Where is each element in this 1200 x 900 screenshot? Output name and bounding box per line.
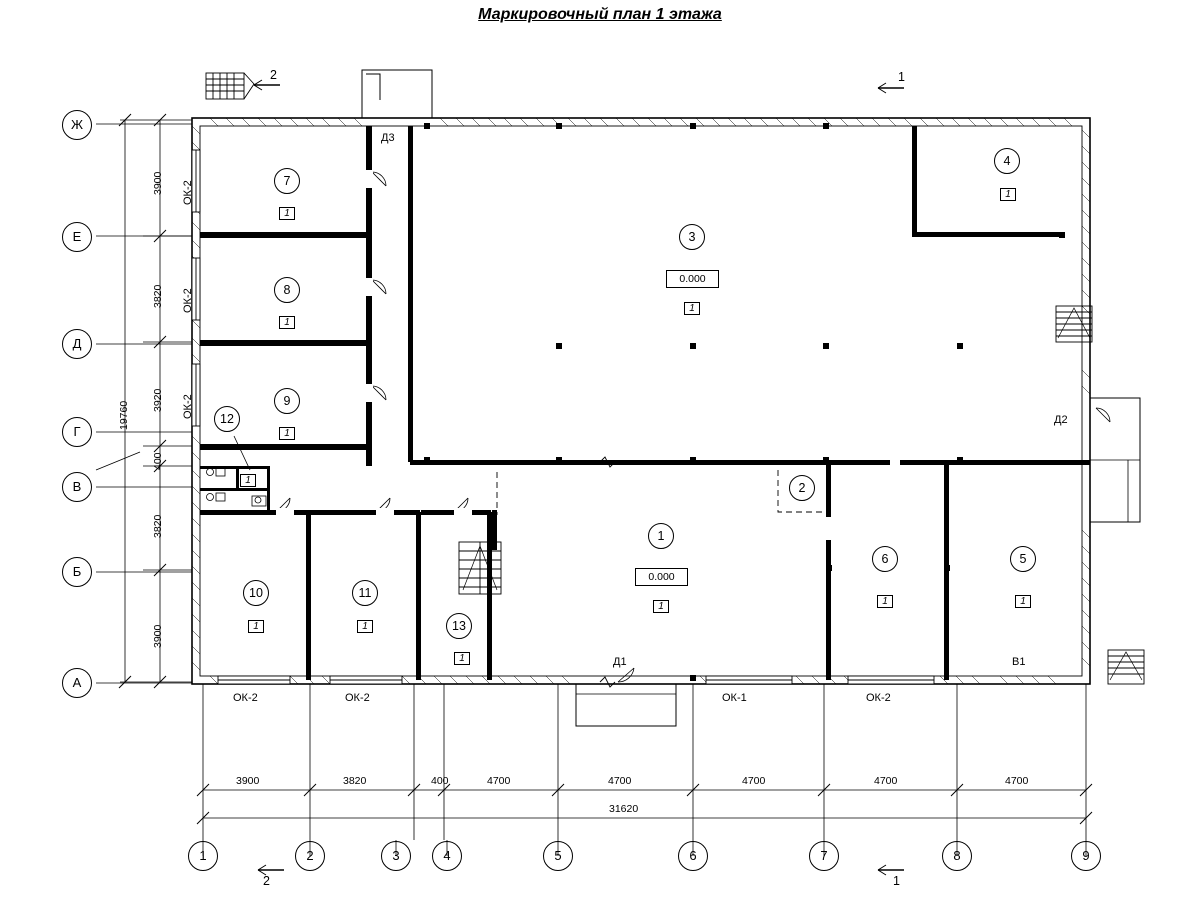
axis-circle-1: 1: [188, 841, 218, 871]
door-label-v1: В1: [1012, 656, 1026, 668]
axis-circle-4: 4: [432, 841, 462, 871]
section-mark-label-2-bottom: 2: [263, 874, 270, 888]
room-mark-8: 1: [279, 316, 295, 329]
room-number-8: 8: [274, 277, 300, 303]
axis-circle-2: 2: [295, 841, 325, 871]
dim-horizontal-4700-c: 4700: [742, 775, 766, 787]
room-mark-5: 1: [1015, 595, 1031, 608]
dim-horizontal-400: 400: [431, 775, 449, 787]
axis-circle-zh: Ж: [62, 110, 92, 140]
room-mark-10: 1: [248, 620, 264, 633]
door-label-d2: Д2: [1054, 414, 1068, 426]
room-mark-9: 1: [279, 427, 295, 440]
dim-horizontal-4700-d: 4700: [874, 775, 898, 787]
window-label-ok2-bottom-3: ОК-2: [866, 692, 891, 704]
window-label-ok2-left-1: ОК-2: [182, 180, 194, 205]
room-mark-1: 1: [653, 600, 669, 613]
room-mark-4: 1: [1000, 188, 1016, 201]
dim-horizontal-3820: 3820: [343, 775, 367, 787]
room-mark-13: 1: [454, 652, 470, 665]
room-number-6: 6: [872, 546, 898, 572]
page-title: Маркировочный план 1 этажа: [478, 6, 722, 23]
room-mark-7: 1: [279, 207, 295, 220]
room-mark-3: 1: [684, 302, 700, 315]
window-label-ok2-bottom-2: ОК-2: [345, 692, 370, 704]
axis-circle-v: В: [62, 472, 92, 502]
room-number-13: 13: [446, 613, 472, 639]
room-number-12: 12: [214, 406, 240, 432]
dim-horizontal-4700-e: 4700: [1005, 775, 1029, 787]
dim-vertical-total: 19760: [118, 400, 130, 430]
dim-vertical-3900-top: 3900: [152, 171, 164, 195]
axis-circle-e: Е: [62, 222, 92, 252]
axis-circle-9: 9: [1071, 841, 1101, 871]
room-number-10: 10: [243, 580, 269, 606]
dim-vertical-3820-lower: 3820: [152, 514, 164, 538]
room-mark-11: 1: [357, 620, 373, 633]
room-elevation-1: 0.000: [635, 568, 688, 586]
axis-circle-5: 5: [543, 841, 573, 871]
section-mark-label-2-top: 2: [270, 68, 277, 82]
dim-vertical-3820-upper: 3820: [152, 284, 164, 308]
room-number-4: 4: [994, 148, 1020, 174]
window-label-ok1-bottom: ОК-1: [722, 692, 747, 704]
room-number-9: 9: [274, 388, 300, 414]
axis-circle-d: Д: [62, 329, 92, 359]
axis-circle-8: 8: [942, 841, 972, 871]
dim-horizontal-3900: 3900: [236, 775, 260, 787]
room-number-3: 3: [679, 224, 705, 250]
room-number-2: 2: [789, 475, 815, 501]
window-label-ok2-bottom-1: ОК-2: [233, 692, 258, 704]
room-number-5: 5: [1010, 546, 1036, 572]
room-number-1: 1: [648, 523, 674, 549]
axis-circle-7: 7: [809, 841, 839, 871]
room-number-7: 7: [274, 168, 300, 194]
window-label-ok2-left-3: ОК-2: [182, 394, 194, 419]
dim-horizontal-4700-b: 4700: [608, 775, 632, 787]
axis-circle-g: Г: [62, 417, 92, 447]
dim-horizontal-total: 31620: [609, 803, 639, 815]
axis-circle-3: 3: [381, 841, 411, 871]
window-label-ok2-left-2: ОК-2: [182, 288, 194, 313]
door-label-d1: Д1: [613, 656, 627, 668]
room-number-11: 11: [352, 580, 378, 606]
room-mark-6: 1: [877, 595, 893, 608]
room-elevation-3: 0.000: [666, 270, 719, 288]
dim-vertical-3920: 3920: [152, 388, 164, 412]
dim-horizontal-4700-a: 4700: [487, 775, 511, 787]
door-label-d3: Д3: [381, 132, 395, 144]
dim-vertical-3900-bottom: 3900: [152, 624, 164, 648]
dim-vertical-400: 400: [152, 452, 164, 470]
room-mark-12: 1: [240, 474, 256, 487]
axis-circle-a: А: [62, 668, 92, 698]
section-mark-label-1-bottom: 1: [893, 874, 900, 888]
axis-circle-b: Б: [62, 557, 92, 587]
axis-circle-6: 6: [678, 841, 708, 871]
section-mark-label-1-top: 1: [898, 70, 905, 84]
